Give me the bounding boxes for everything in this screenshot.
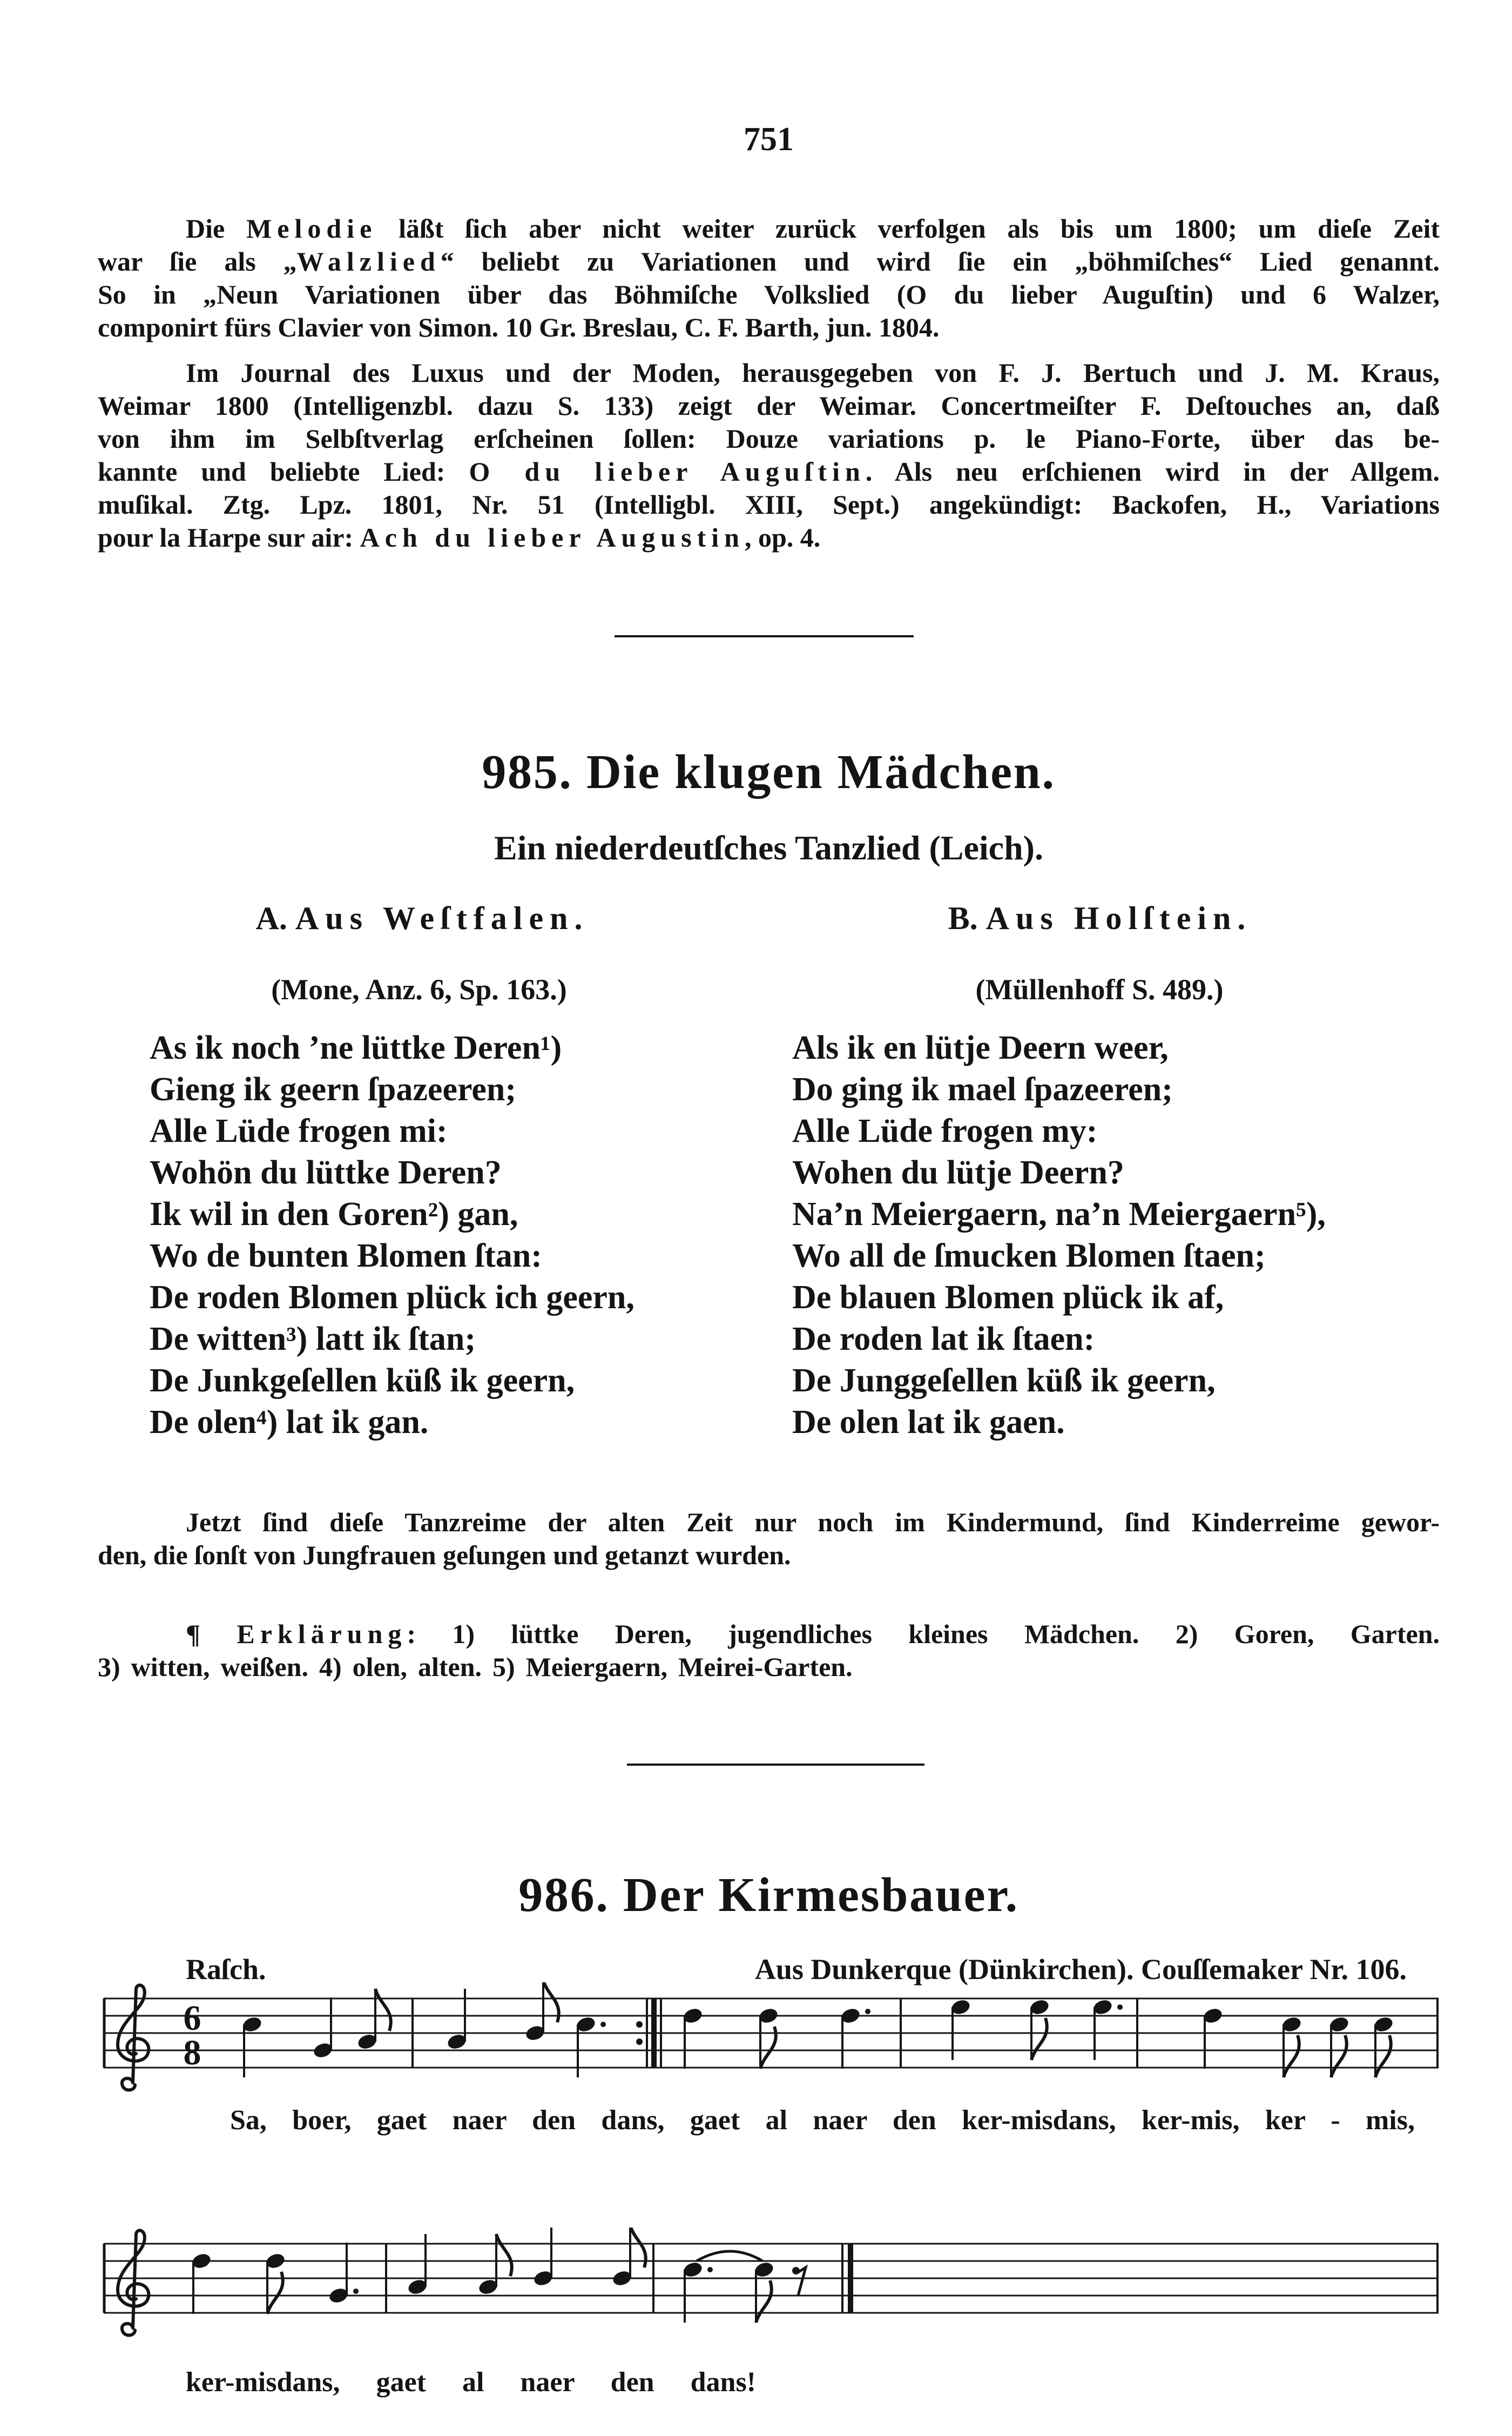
text-line bbox=[98, 245, 1440, 278]
text-line: 3) witten, weißen. 4) olen, alten. 5) Meiergaern, Meirei-Garten. bbox=[98, 1652, 853, 1682]
note-flag bbox=[1031, 2018, 1047, 2060]
text-segment: . Als neu erſchienen wird in der Allgem. bbox=[865, 456, 1440, 487]
text-line: den, die ſonſt von Jungfrauen geſungen und getanzt wurden. bbox=[98, 1540, 791, 1570]
text-line: muſikal. Ztg. Lpz. 1801, Nr. 51 (Intelligbl. XIII, Sept.) angekündigt: Backofen, H., Variations bbox=[98, 489, 1440, 520]
thick-bar-line bbox=[848, 2244, 853, 2313]
music-staff-2 bbox=[103, 2228, 1440, 2341]
verse-line: Alle Lüde frogen mi: bbox=[150, 1113, 448, 1149]
lyrics-line: Sa, boer, gaet naer den dans, gaet al naer den ker-misdans, ker-mis, ker - mis, bbox=[230, 2105, 1415, 2136]
treble-clef bbox=[118, 1985, 148, 2090]
version-a-source: (Mone, Anz. 6, Sp. 163.) bbox=[271, 973, 567, 1006]
text-line bbox=[98, 212, 1440, 245]
explanation-paragraph bbox=[98, 1618, 1440, 1684]
treble-clef bbox=[118, 2230, 148, 2335]
lyrics-line: ker-misdans, gaet al naer den dans! bbox=[186, 2367, 756, 2398]
section-divider bbox=[615, 635, 914, 637]
note-flag bbox=[1331, 2035, 1347, 2077]
repeat-dot bbox=[636, 2038, 643, 2045]
music-staff-1 bbox=[103, 1982, 1440, 2096]
text-line: Jetzt ſind dieſe Tanzreime der alten Zeit nur noch im Kindermund, ſind Kinderreime gewor- bbox=[186, 1507, 1440, 1537]
augmentation-dot bbox=[353, 2289, 359, 2294]
text-line: Weimar 1800 (Intelligenzbl. dazu S. 133) zeigt der Weimar. Concertmeiſter F. Deſtouches an, daß bbox=[98, 391, 1440, 421]
note-flag bbox=[1375, 2035, 1391, 2077]
version-b-source: (Müllenhoff S. 489.) bbox=[975, 973, 1224, 1006]
version-a-heading bbox=[206, 899, 638, 938]
text-line bbox=[98, 455, 1440, 488]
text-line: Im Journal des Luxus und der Moden, herausgegeben von F. J. Bertuch und J. M. Kraus, bbox=[186, 358, 1440, 388]
verse-line: As ik noch ’ne lüttke Deren¹) bbox=[150, 1029, 562, 1066]
verse-line: Alle Lüde frogen my: bbox=[792, 1113, 1098, 1149]
page-number: 751 bbox=[744, 121, 794, 158]
note-flag bbox=[756, 2280, 772, 2323]
version-region: Aus Weſtfalen. bbox=[295, 900, 589, 936]
note-flag bbox=[496, 2234, 512, 2276]
verse-line: Gieng ik geern ſpazeeren; bbox=[150, 1071, 517, 1108]
augmentation-dot bbox=[707, 2267, 713, 2272]
version-b-heading bbox=[884, 899, 1316, 938]
song-986-title bbox=[98, 1864, 1440, 1927]
verse-line: De roden lat ik ſtaen: bbox=[792, 1321, 1095, 1357]
version-b-verses bbox=[792, 1027, 1440, 1443]
song-985-title bbox=[98, 741, 1440, 804]
verse-line: Wohen du lütje Deern? bbox=[792, 1154, 1124, 1191]
verse-line: Wo all de ſmucken Blomen ſtaen; bbox=[792, 1237, 1266, 1274]
verse-line: Wohön du lüttke Deren? bbox=[150, 1154, 502, 1191]
verse-line: De witten³) latt ik ſtan; bbox=[150, 1321, 476, 1357]
intro-paragraph-2 bbox=[98, 356, 1440, 554]
song-name: Die klugen Mädchen. bbox=[586, 745, 1056, 799]
version-label: B. bbox=[948, 900, 978, 936]
pilcrow: ¶ bbox=[186, 1619, 237, 1649]
tempo-marking: Raſch. bbox=[186, 1953, 266, 1986]
verse-line: Als ik en lütje Deern weer, bbox=[792, 1029, 1169, 1066]
text-segment: , op. 4. bbox=[744, 522, 821, 553]
time-signature-top: 6 bbox=[183, 1998, 201, 2038]
text-segment: “ beliebt zu Variationen und wird ſie ein „böhmiſches“ Lied genannt. bbox=[440, 246, 1440, 277]
eighth-rest bbox=[797, 2267, 806, 2296]
augmentation-dot bbox=[1117, 2004, 1123, 2010]
spaced-emphasis: Erklärung bbox=[237, 1619, 407, 1649]
verse-line: De blauen Blomen plück ik af, bbox=[792, 1279, 1224, 1316]
verse-line: De Junkgeſellen küß ik geern, bbox=[150, 1362, 575, 1399]
song-number: 986. bbox=[518, 1868, 610, 1922]
text-line: componirt fürs Clavier von Simon. 10 Gr. Breslau, C. F. Barth, jun. 1804. bbox=[98, 312, 940, 342]
song-number: 985. bbox=[482, 745, 573, 799]
note-flag bbox=[1284, 2035, 1299, 2077]
text-line: So in „Neun Variationen über das Böhmiſche Volkslied (O du lieber Auguſtin) und 6 Walzer, bbox=[98, 279, 1440, 309]
verse-line: Do ging ik mael ſpazeeren; bbox=[792, 1071, 1173, 1108]
text-segment: pour la Harpe sur air: bbox=[98, 522, 360, 553]
spaced-emphasis: Ach du lieber Augustin bbox=[360, 522, 745, 553]
song-name: Der Kirmesbauer. bbox=[623, 1868, 1019, 1922]
thick-bar-line bbox=[651, 1998, 657, 2068]
verse-line: De olen⁴) lat ik gan. bbox=[150, 1404, 429, 1441]
note-flag bbox=[375, 1989, 391, 2031]
text-segment: läßt ſich aber nicht weiter zurück verfolgen als bis um 1800; um dieſe Zeit bbox=[377, 213, 1440, 244]
version-a-verses bbox=[150, 1027, 744, 1443]
text-segment: war ſie als „ bbox=[98, 246, 297, 277]
text-line: von ihm im Selbſtverlag erſcheinen ſollen: Douze variations p. le Piano-Forte, über das be- bbox=[98, 423, 1440, 454]
intro-paragraph-1 bbox=[98, 212, 1440, 344]
tie bbox=[697, 2251, 762, 2261]
verse-line: De roden Blomen plück ich geern, bbox=[150, 1279, 634, 1316]
text-segment: Die bbox=[186, 213, 247, 244]
text-line bbox=[98, 521, 1440, 554]
verse-line: Na’n Meiergaern, na’n Meiergaern⁵), bbox=[792, 1196, 1326, 1233]
augmentation-dot bbox=[865, 2009, 870, 2014]
song-986-source: Aus Dunkerque (Dünkirchen). Couſſemaker Nr. 106. bbox=[754, 1953, 1407, 1986]
song-985-subtitle: Ein niederdeutſches Tanzlied (Leich). bbox=[494, 829, 1043, 867]
repeat-dot bbox=[636, 2021, 643, 2028]
version-label: A. bbox=[255, 900, 287, 936]
verse-line: De Junggeſellen küß ik geern, bbox=[792, 1362, 1216, 1399]
verse-line: De olen lat ik gaen. bbox=[792, 1404, 1065, 1441]
augmentation-dot bbox=[600, 2022, 606, 2027]
commentary-paragraph bbox=[98, 1506, 1440, 1572]
version-region: Aus Holſtein. bbox=[986, 900, 1252, 936]
text-segment: : 1) lüttke Deren, jugendliches kleines Mädchen. 2) Goren, Garten. bbox=[407, 1619, 1440, 1649]
text-line bbox=[98, 1618, 1440, 1651]
text-segment: kannte und beliebte Lied: bbox=[98, 456, 469, 487]
section-divider bbox=[627, 1764, 924, 1766]
spaced-emphasis: Melodie bbox=[246, 213, 377, 244]
time-signature-bottom: 8 bbox=[183, 2033, 201, 2072]
spaced-emphasis: O du lieber Auguſtin bbox=[469, 456, 866, 487]
verse-line: Ik wil in den Goren²) gan, bbox=[150, 1196, 518, 1233]
spaced-emphasis: Walzlied bbox=[296, 246, 441, 277]
verse-line: Wo de bunten Blomen ſtan: bbox=[150, 1237, 542, 1274]
